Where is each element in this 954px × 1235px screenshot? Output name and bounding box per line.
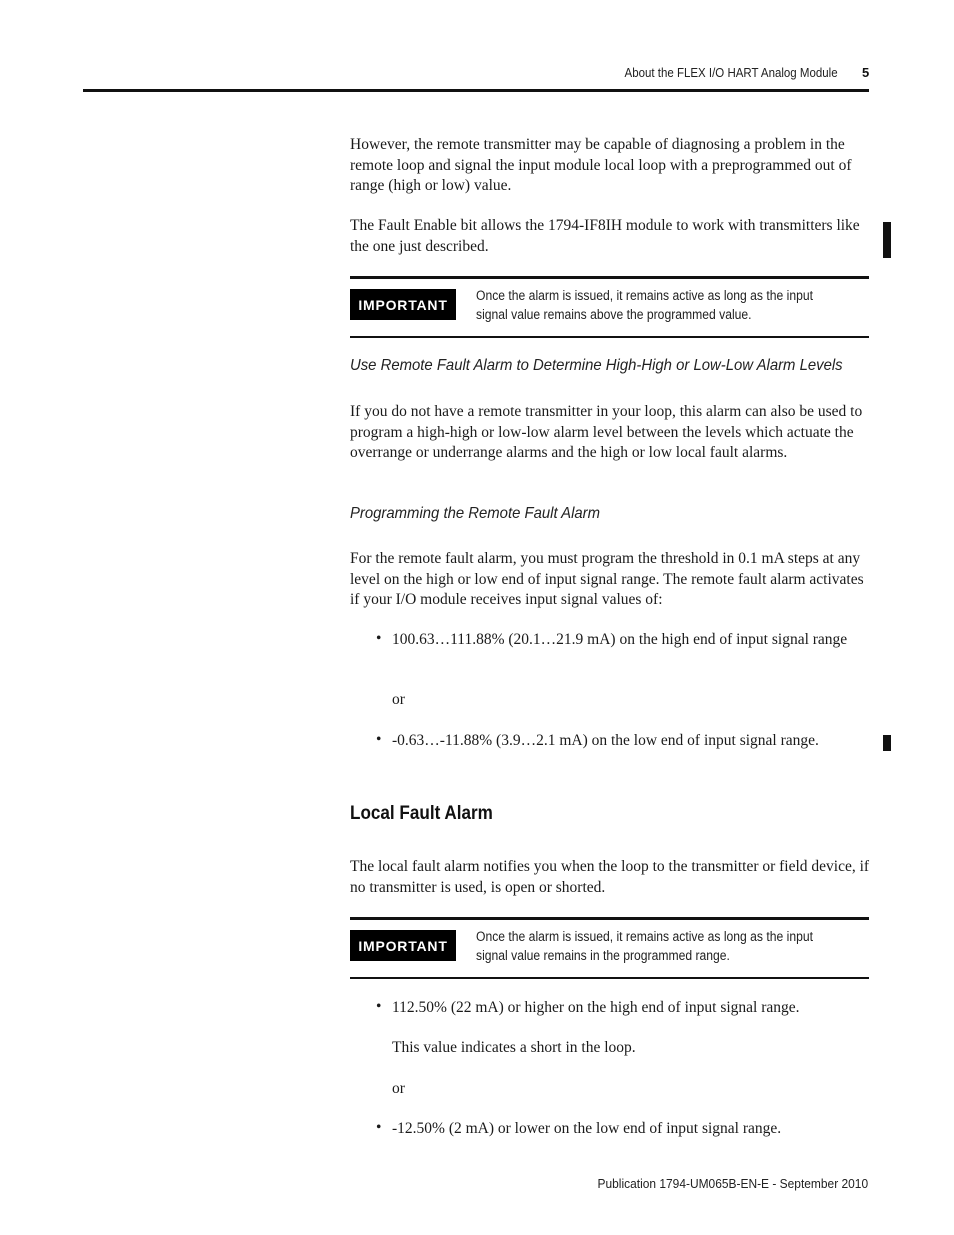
- section-heading: Local Fault Alarm: [350, 803, 493, 824]
- bullet-symbol: •: [376, 630, 382, 647]
- list-note: This value indicates a short in the loop.: [392, 1039, 636, 1056]
- list-item: -12.50% (2 mA) or lower on the low end of input signal range.: [392, 1120, 782, 1137]
- bullet-symbol: •: [376, 998, 382, 1015]
- subheading: Programming the Remote Fault Alarm: [350, 505, 601, 522]
- list-item: 112.50% (22 mA) or higher on the high end of input signal range.: [392, 999, 800, 1016]
- list-connector: or: [392, 691, 405, 708]
- list-item: -0.63…-11.88% (3.9…2.1 mA) on the low end of input signal range.: [392, 732, 819, 749]
- important-bottom-rule: [350, 977, 869, 979]
- list-connector: or: [392, 1080, 405, 1097]
- publication-footer: Publication 1794-UM065B-EN-E - September 2010: [597, 1176, 868, 1191]
- paragraph: The Fault Enable bit allows the 1794-IF8IH module to work with transmitters like the one just described.: [350, 217, 860, 255]
- important-badge: IMPORTANT: [350, 930, 456, 961]
- bullet-symbol: •: [376, 731, 382, 748]
- important-top-rule: [350, 276, 869, 279]
- page-number: 5: [862, 65, 870, 80]
- subheading: Use Remote Fault Alarm to Determine High-High or Low-Low Alarm Levels: [350, 357, 843, 374]
- important-top-rule: [350, 917, 869, 920]
- list-item: 100.63…111.88% (20.1…21.9 mA) on the high end of input signal range: [392, 631, 848, 648]
- important-bottom-rule: [350, 336, 869, 338]
- bullet-symbol: •: [376, 1119, 382, 1136]
- important-text: Once the alarm is issued, it remains active as long as the input signal value remains in the programmed range.: [476, 929, 813, 963]
- change-bar: [883, 222, 891, 258]
- paragraph: The local fault alarm notifies you when the loop to the transmitter or field device, if no transmitter is used, is open or shorted.: [350, 858, 870, 896]
- paragraph: For the remote fault alarm, you must program the threshold in 0.1 mA steps at any level on the high or low end of input signal range. The remote fault alarm activates if your I/O module receives input signal values of:: [350, 550, 864, 608]
- header-rule: [83, 89, 869, 92]
- important-badge: IMPORTANT: [350, 289, 456, 320]
- important-text: Once the alarm is issued, it remains active as long as the input signal value remains above the programmed value.: [476, 288, 813, 322]
- paragraph: If you do not have a remote transmitter in your loop, this alarm can also be used to program a high-high or low-low alarm level between the levels which actuate the overrange or underrange alarms and the high or low local fault alarms.: [350, 403, 863, 461]
- running-header: About the FLEX I/O HART Analog Module: [624, 66, 838, 80]
- change-bar: [883, 735, 891, 751]
- paragraph: However, the remote transmitter may be capable of diagnosing a problem in the remote loop and signal the input module local loop with a preprogrammed out of range (high or low) value.: [350, 136, 852, 194]
